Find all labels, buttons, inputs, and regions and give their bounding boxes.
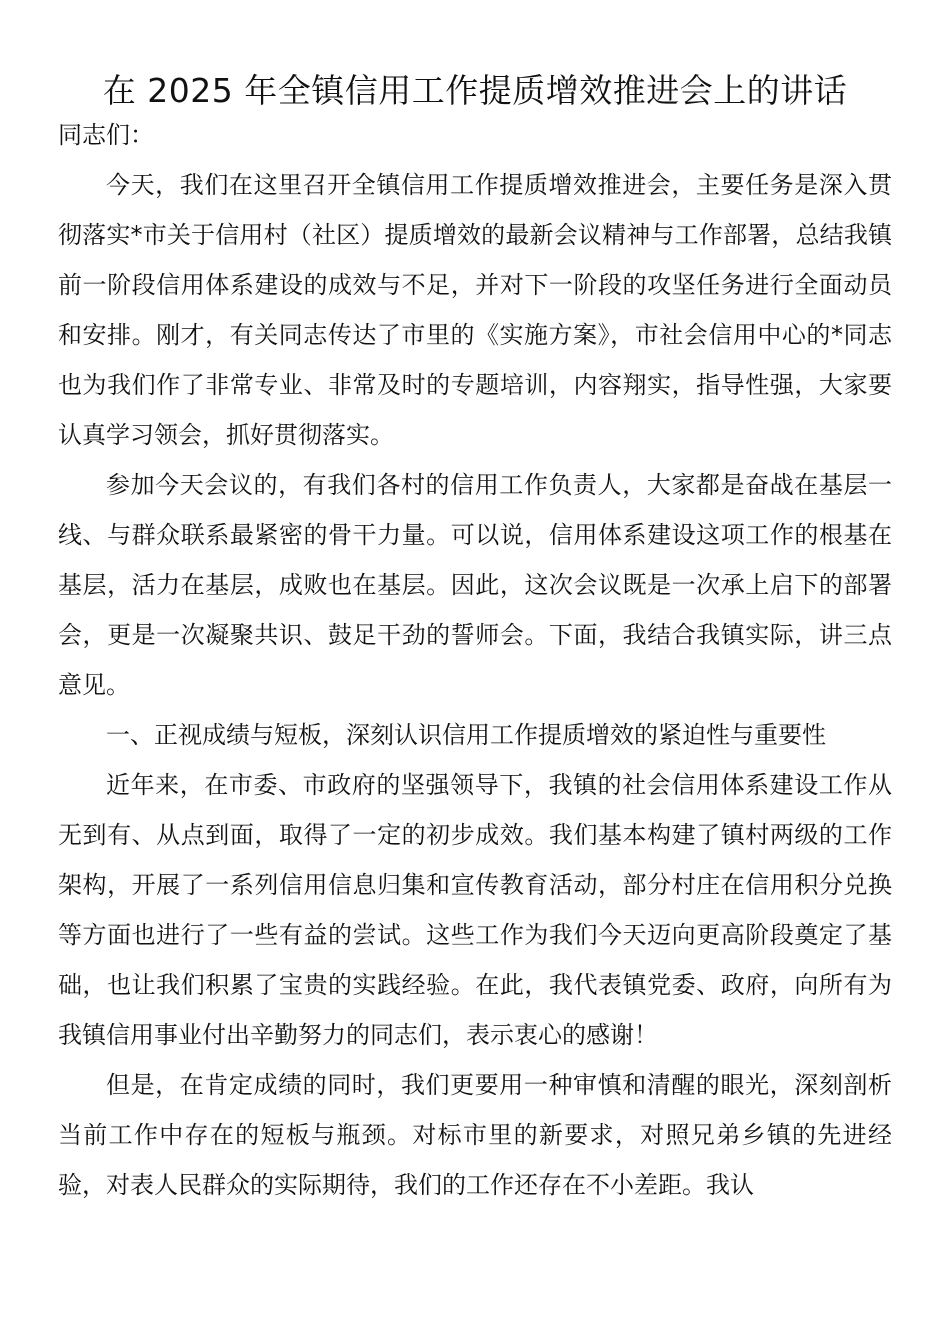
- paragraph-shortcomings: 但是，在肯定成绩的同时，我们更要用一种审慎和清醒的眼光，深刻剖析当前工作中存在的短板与瓶颈。对标市里的新要求，对照兄弟乡镇的先进经验，对表人民群众的实际期待，我们的工作还存在不小差距。我认: [58, 1071, 892, 1199]
- document-title: 在 2025 年全镇信用工作提质增效推进会上的讲话: [102, 71, 848, 110]
- paragraph-opening: 今天，我们在这里召开全镇信用工作提质增效推进会，主要任务是深入贯彻落实*市关于信用村（社区）提质增效的最新会议精神与工作部署，总结我镇前一阶段信用体系建设的成效与不足，并对下一阶段的攻坚任务进行全面动员和安排。刚才，有关同志传达了市里的《实施方案》，市社会信用中心的*同志也为我们作了非常专业、非常及时的专题培训，内容翔实，指导性强，大家要认真学习领会，抓好贯彻落实。: [58, 171, 892, 449]
- paragraph-attendees: 参加今天会议的，有我们各村的信用工作负责人，大家都是奋战在基层一线、与群众联系最紧密的骨干力量。可以说，信用体系建设这项工作的根基在基层，活力在基层，成败也在基层。因此，这次会议既是一次承上启下的部署会，更是一次凝聚共识、鼓足干劲的誓师会。下面，我结合我镇实际，讲三点意见。: [58, 471, 892, 699]
- paragraph-achievements: 近年来，在市委、市政府的坚强领导下，我镇的社会信用体系建设工作从无到有、从点到面，取得了一定的初步成效。我们基本构建了镇村两级的工作架构，开展了一系列信用信息归集和宣传教育活动，部分村庄在信用积分兑换等方面也进行了一些有益的尝试。这些工作为我们今天迈向更高阶段奠定了基础，也让我们积累了宝贵的实践经验。在此，我代表镇党委、政府，向所有为我镇信用事业付出辛勤努力的同志们，表示衷心的感谢！: [58, 771, 892, 1049]
- document-page: [58, 66, 892, 1210]
- salutation: 同志们：: [58, 121, 154, 149]
- section-heading-1: 一、正视成绩与短板，深刻认识信用工作提质增效的紧迫性与重要性: [106, 721, 826, 749]
